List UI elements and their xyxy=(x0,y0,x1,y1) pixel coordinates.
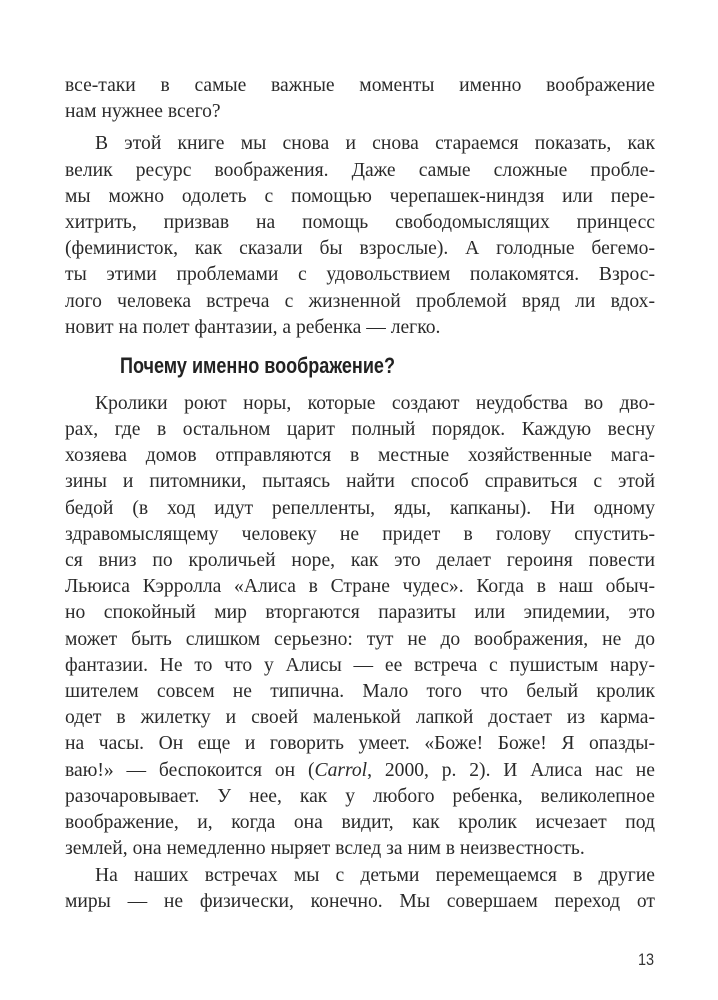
paragraph xyxy=(65,131,655,341)
text-line: разочаровывает. У нее, как у любого ребенка, великолепное xyxy=(65,785,655,807)
text-line: но спокойный мир вторгаются паразиты или эпидемии, это xyxy=(65,602,655,624)
paragraph xyxy=(65,391,655,862)
text-line: На наших встречах мы с детьми перемещаемся в другие xyxy=(95,865,655,887)
paragraph xyxy=(65,73,655,125)
text-line: миры — не физически, конечно. Мы совершаем переход от xyxy=(65,891,655,913)
text-line: Льюиса Кэрролла «Алиса в Стране чудес». Когда в наш обыч- xyxy=(65,576,655,598)
text-line: хитрить, призвав на помощь свободомыслящих принцесс xyxy=(65,211,655,233)
text-line: нам нужнее всего? xyxy=(65,101,221,123)
text-line: ты этими проблемами с удовольствием полакомятся. Взрос- xyxy=(65,264,655,286)
text-line: все-таки в самые важные моменты именно воображение xyxy=(65,75,655,96)
text-line: одет в жилетку и своей маленькой лапкой достает из карма- xyxy=(65,707,655,729)
text-line: Кролики роют норы, которые создают неудобства во дво- xyxy=(95,392,655,414)
text-line: шителем совсем не типична. Мало того что белый кролик xyxy=(65,680,655,702)
text-line: хозяева домов отправляются в местные хозяйственные мага- xyxy=(65,445,655,467)
text-line: зины и питомники, пытаясь найти способ справиться с этой xyxy=(65,471,655,493)
text-line: рах, где в остальном царит полный порядок. Каждую весну xyxy=(65,419,655,441)
text-line: бедой (в ход идут репелленты, яды, капканы). Ни одному xyxy=(65,497,655,519)
citation-line xyxy=(65,758,655,784)
paragraph xyxy=(65,863,655,915)
text-line: на часы. Он еще и говорить умеет. «Боже! Боже! Я опазды- xyxy=(65,733,655,755)
text-segment: ваю!» — беспокоится он ( xyxy=(65,759,315,781)
text-line: ся вниз по кроличьей норе, как это делает героиня повести xyxy=(65,550,655,571)
text-line: землей, она немедленно ныряет вслед за ним в неизвестность. xyxy=(65,838,585,860)
page-number: 13 xyxy=(638,950,655,969)
text-line: может быть слишком серьезно: тут не до воображения, не до xyxy=(65,628,655,650)
text-line: лого человека встреча с жизненной проблемой вряд ли вдох- xyxy=(65,290,655,312)
text-segment: , 2000, p. 2). И Алиса нас не xyxy=(367,759,655,781)
text-line: велик ресурс воображения. Даже самые сложные пробле- xyxy=(65,159,655,181)
text-line: фантазии. Не то что у Алисы — ее встреча с пушистым нару- xyxy=(65,654,655,676)
text-line: В этой книге мы снова и снова стараемся показать, как xyxy=(95,133,655,155)
text-line: воображение, и, когда она видит, как кролик исчезает под xyxy=(65,811,655,833)
page-body xyxy=(65,73,655,916)
text-line: здравомыслящему человеку не придет в голову спустить- xyxy=(65,523,655,545)
text-line: (феминисток, как сказали бы взрослые). А голодные бегемо- xyxy=(65,238,655,260)
text-line: новит на полет фантазии, а ребенка — легко. xyxy=(65,316,441,338)
text-line: мы можно одолеть с помощью черепашек-ниндзя или пере- xyxy=(65,185,655,207)
citation-author: Carrol xyxy=(314,759,368,781)
section-heading: Почему именно воображение? xyxy=(120,352,395,378)
